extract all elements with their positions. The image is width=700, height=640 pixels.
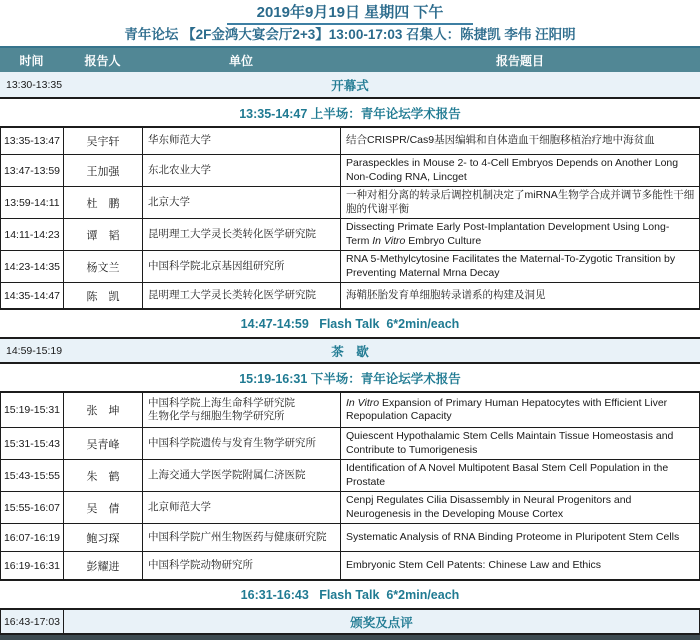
title-segment: 一种对相分离的转录后调控机制决定了miRNA生物学合成并调节多能性干细胞的代谢平衡 bbox=[346, 189, 695, 215]
cell-org bbox=[143, 460, 341, 491]
table-row bbox=[1, 459, 699, 491]
table-row bbox=[1, 128, 699, 154]
title-segment: Expansion of Primary Human Hepatocytes with Efficient Liver Repopulation Capacity bbox=[346, 396, 668, 422]
org-line: 东北农业大学 bbox=[148, 163, 211, 176]
cell-speaker: 谭 韬 bbox=[64, 219, 143, 250]
table-row bbox=[1, 186, 699, 218]
cell-org bbox=[143, 552, 341, 579]
title-segment: 结合CRISPR/Cas9基因编辑和自体造血干细胞移植治疗地中海贫血 bbox=[346, 134, 655, 147]
org-line: 北京师范大学 bbox=[148, 500, 211, 513]
band-time: 16:43-17:03 bbox=[1, 610, 64, 633]
section-label: 14:47-14:59 Flash Talk 6*2min/each bbox=[240, 316, 460, 331]
table-row bbox=[1, 282, 699, 308]
cell-time: 13:59-14:11 bbox=[1, 187, 64, 218]
cell-org bbox=[143, 283, 341, 308]
title-text bbox=[346, 221, 695, 248]
column-header-org: 单位 bbox=[228, 53, 253, 68]
cell-speaker: 王加强 bbox=[64, 155, 143, 186]
schedule-table-chunk bbox=[0, 391, 700, 581]
band-label: 颁奖及点评 bbox=[350, 615, 413, 630]
cell-time: 13:35-13:47 bbox=[1, 128, 64, 154]
cell-org bbox=[143, 524, 341, 551]
band-label: 开幕式 bbox=[331, 78, 369, 93]
org-line: 昆明理工大学灵长类转化医学研究院 bbox=[148, 227, 316, 240]
schedule-table-chunk bbox=[0, 126, 700, 310]
cell-title bbox=[341, 128, 699, 154]
cell-title bbox=[341, 251, 699, 282]
cell-org bbox=[143, 428, 341, 459]
table-header-row bbox=[0, 46, 700, 72]
cell-time: 14:23-14:35 bbox=[1, 251, 64, 282]
cell-time: 14:35-14:47 bbox=[1, 283, 64, 308]
cell-title bbox=[341, 155, 699, 186]
table-row bbox=[1, 393, 699, 427]
org-line: 中国科学院动物研究所 bbox=[148, 558, 253, 571]
section-label: 13:35-14:47 上半场：青年论坛学术报告 bbox=[239, 106, 461, 121]
cell-title bbox=[341, 283, 699, 308]
column-header-title: 报告题目 bbox=[495, 53, 544, 68]
table-row bbox=[1, 551, 699, 579]
section-label: 15:19-16:31 下半场：青年论坛学术报告 bbox=[239, 371, 461, 386]
column-header-time: 时间 bbox=[19, 53, 44, 68]
band-time: 14:59-15:19 bbox=[6, 344, 63, 357]
org-line: 中国科学院上海生命科学研究院 bbox=[148, 396, 295, 409]
org-line: 北京大学 bbox=[148, 195, 190, 208]
cell-title bbox=[341, 428, 699, 459]
title-text bbox=[346, 397, 695, 424]
cell-time: 14:11-14:23 bbox=[1, 219, 64, 250]
title-text bbox=[346, 430, 695, 457]
section-separator bbox=[0, 581, 700, 608]
title-text bbox=[346, 189, 695, 216]
title-text bbox=[346, 531, 695, 545]
cell-org bbox=[143, 393, 341, 427]
cell-time: 15:43-15:55 bbox=[1, 460, 64, 491]
title-segment: 海鞘胚胎发育单细胞转录谱系的构建及洞见 bbox=[346, 288, 546, 301]
title-segment-italic: In Vitro bbox=[372, 234, 406, 247]
column-header-speaker: 报告人 bbox=[84, 53, 121, 68]
org-line: 中国科学院北京基因组研究所 bbox=[148, 259, 285, 272]
cell-time: 16:19-16:31 bbox=[1, 552, 64, 579]
title-text bbox=[346, 289, 695, 303]
cell-speaker: 吴 倩 bbox=[64, 492, 143, 523]
page-title-date: 2019年9月19日 星期四 下午 bbox=[227, 4, 474, 25]
cell-speaker: 杨文兰 bbox=[64, 251, 143, 282]
bottom-divider-bar bbox=[0, 635, 700, 640]
table-row bbox=[1, 427, 699, 459]
band-time: 13:30-13:35 bbox=[6, 78, 63, 91]
org-line: 中国科学院遗传与发育生物学研究所 bbox=[148, 436, 316, 449]
cell-org bbox=[143, 155, 341, 186]
title-segment: RNA 5-Methylcytosine Facilitates the Maternal-To-Zygotic Transition by Preventing Maternal Mrna Decay bbox=[346, 253, 676, 279]
title-text bbox=[346, 134, 695, 148]
cell-title bbox=[341, 187, 699, 218]
org-line: 中国科学院广州生物医药与健康研究院 bbox=[148, 530, 327, 543]
cell-speaker: 彭耀进 bbox=[64, 552, 143, 579]
cell-title bbox=[341, 552, 699, 579]
title-text bbox=[346, 253, 695, 280]
cell-speaker: 陈 凯 bbox=[64, 283, 143, 308]
cell-org bbox=[143, 187, 341, 218]
cell-org bbox=[143, 219, 341, 250]
cell-speaker: 吴青峰 bbox=[64, 428, 143, 459]
cell-time: 15:19-15:31 bbox=[1, 393, 64, 427]
title-text bbox=[346, 559, 695, 573]
section-separator bbox=[0, 310, 700, 337]
title-segment: Embryo Culture bbox=[405, 234, 482, 247]
title-segment: Cenpj Regulates Cilia Disassembly in Neural Progenitors and Neurogenesis in the Developing Mouse Cortex bbox=[346, 494, 632, 520]
band-row bbox=[0, 72, 700, 99]
cell-speaker: 张 坤 bbox=[64, 393, 143, 427]
org-line: 生物化学与细胞生物学研究所 bbox=[148, 410, 285, 422]
table-row bbox=[1, 523, 699, 551]
page-header bbox=[0, 0, 700, 46]
cell-title bbox=[341, 393, 699, 427]
table-row bbox=[1, 154, 699, 186]
page-title-session: 青年论坛 【2F金鸿大宴会厅2+3】13:00-17:03 召集人：陈捷凯 李伟 汪阳明 bbox=[124, 27, 576, 42]
band-label: 茶 歇 bbox=[331, 344, 369, 359]
title-segment: Paraspeckles in Mouse 2- to 4-Cell Embryos Depends on Another Long Non-Coding RNA, Lincget bbox=[346, 157, 679, 183]
title-text bbox=[346, 462, 695, 489]
cell-time: 13:47-13:59 bbox=[1, 155, 64, 186]
section-label: 16:31-16:43 Flash Talk 6*2min/each bbox=[240, 587, 460, 602]
title-segment: Systematic Analysis of RNA Binding Proteome in Pluripotent Stem Cells bbox=[346, 530, 680, 543]
band-row bbox=[0, 337, 700, 364]
cell-speaker: 杜 鹏 bbox=[64, 187, 143, 218]
cell-speaker: 吴宇轩 bbox=[64, 128, 143, 154]
cell-org bbox=[143, 128, 341, 154]
cell-org bbox=[143, 251, 341, 282]
title-segment: Quiescent Hypothalamic Stem Cells Maintain Tissue Homeostasis and Contribute to Tumorigenesis bbox=[346, 430, 674, 456]
title-segment-italic: In Vitro bbox=[346, 396, 380, 409]
cell-title bbox=[341, 219, 699, 250]
section-separator bbox=[0, 99, 700, 126]
cell-speaker: 朱 鹤 bbox=[64, 460, 143, 491]
title-text bbox=[346, 157, 695, 184]
schedule-blocks bbox=[0, 72, 700, 635]
cell-time: 16:07-16:19 bbox=[1, 524, 64, 551]
title-segment: Dissecting Primate Early Post-Implantation Development Using Long- Term bbox=[346, 221, 670, 247]
table-row bbox=[1, 218, 699, 250]
cell-title bbox=[341, 460, 699, 491]
org-line: 昆明理工大学灵长类转化医学研究院 bbox=[148, 288, 316, 301]
cell-time: 15:31-15:43 bbox=[1, 428, 64, 459]
cell-title bbox=[341, 492, 699, 523]
section-separator bbox=[0, 364, 700, 391]
cell-time: 15:55-16:07 bbox=[1, 492, 64, 523]
title-segment: Identification of A Novel Multipotent Basal Stem Cell Population in the Prostate bbox=[346, 462, 669, 488]
cell-speaker: 鲍习琛 bbox=[64, 524, 143, 551]
cell-org bbox=[143, 492, 341, 523]
title-segment: Embryonic Stem Cell Patents: Chinese Law and Ethics bbox=[346, 558, 602, 571]
org-line: 上海交通大学医学院附属仁济医院 bbox=[148, 468, 306, 481]
cell-title bbox=[341, 524, 699, 551]
table-row bbox=[1, 491, 699, 523]
table-row bbox=[1, 250, 699, 282]
title-text bbox=[346, 494, 695, 521]
org-line: 华东师范大学 bbox=[148, 134, 211, 147]
